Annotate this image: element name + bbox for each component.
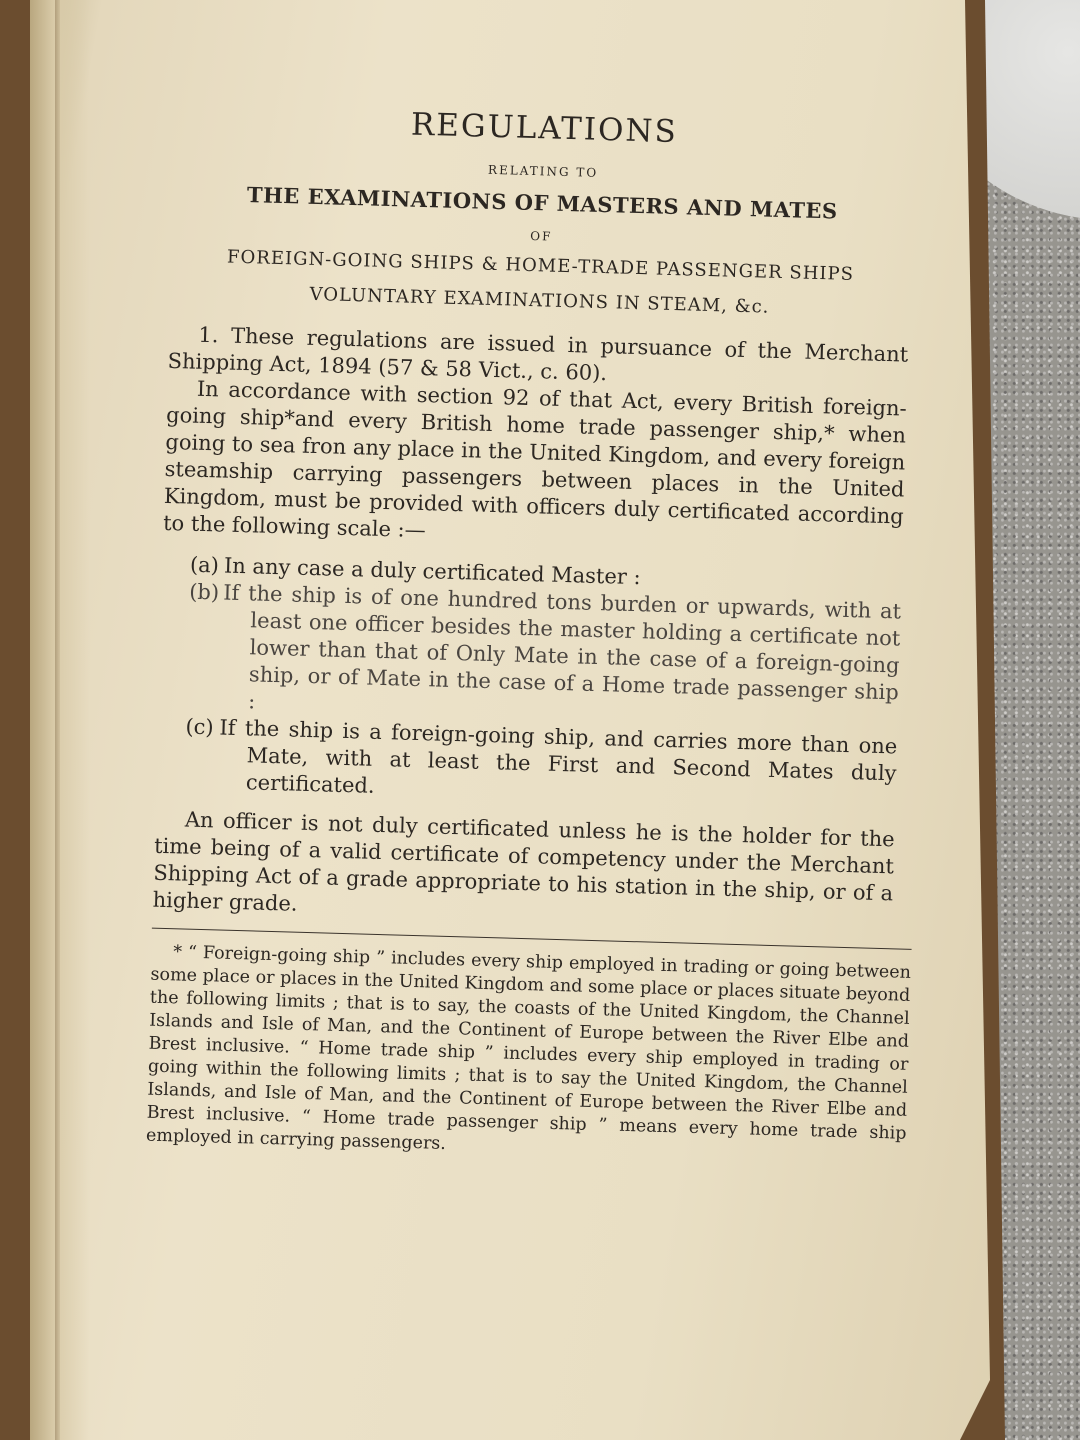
page-title: REGULATIONS [410,106,679,151]
list-item [158,578,901,734]
page-text-block [146,100,915,1168]
list-item-text: In any case a duly certificated Master : [223,553,641,590]
scale-list [156,551,902,815]
paragraph-2: In accordance with section 92 of that Act, every British foreign-going ship*and every British home trade passenger ship,* when going to sea fron any place in the United Kingdom, and every foreign steamship carrying passengers between places in the United Kingdom, must be provided with officers duly certificated according to the following scale :— [162,376,908,543]
relating-to-label: RELATING TO [487,162,599,180]
list-item-mark: (b) [188,579,220,605]
of-label: OF [530,228,553,244]
list-item-text: If the ship is a foreign-going ship, and carries more than one Mate, with at least the First and Second Mates duly certificated. [219,715,898,798]
list-item-mark: (c) [185,714,214,740]
ships-heading: FOREIGN-GOING SHIPS & HOME-TRADE PASSENGER SHIPS [226,246,855,286]
list-item-text: If the ship is of one hundred tons burden or upwards, with at least one officer besides the master holding a certificate not lower than that of Only Mate in the case of a foreign-going ship, or of Mate in the case of a Home trade passenger ship : [222,580,902,714]
list-item-mark: (a) [189,552,220,578]
page-gutter [30,0,90,1440]
page-subtitle: THE EXAMINATIONS OF MASTERS AND MATES [246,182,838,224]
paragraph-3: An officer is not duly certificated unless he is the holder for the time being of a valid certificate of competency under the Merchant Shipping Act of a grade appropriate to his station in the ship, or of a higher grade. [152,807,895,916]
gutter-crease [55,0,60,1440]
paragraph-1: 1. These regulations are issued in pursuance of the Merchant Shipping Act, 1894 (57 & 58 Vict., c. 60). [167,322,909,386]
voluntary-heading: VOLUNTARY EXAMINATIONS IN STEAM, &c. [309,283,770,318]
footnote: * “ Foreign-going ship ” includes every ship employed in trading or going between some place or places in the United Kingdom and some place or places situate beyond the following limits ; that is to say, the coasts of the United Kingdom, the Channel Islands and Isle of Man, and the Continent of Europe between the River Elbe and Brest inclusive. “ Home trade ship ” includes every ship employed in trading or going within the following limits ; that is to say the United Kingdom, the Channel Islands, and Isle of Man, and the Continent of Europe between the River Elbe and Brest inclusive. “ Home trade passenger ship ” means every home trade ship employed in carrying passengers. [145,942,912,1154]
